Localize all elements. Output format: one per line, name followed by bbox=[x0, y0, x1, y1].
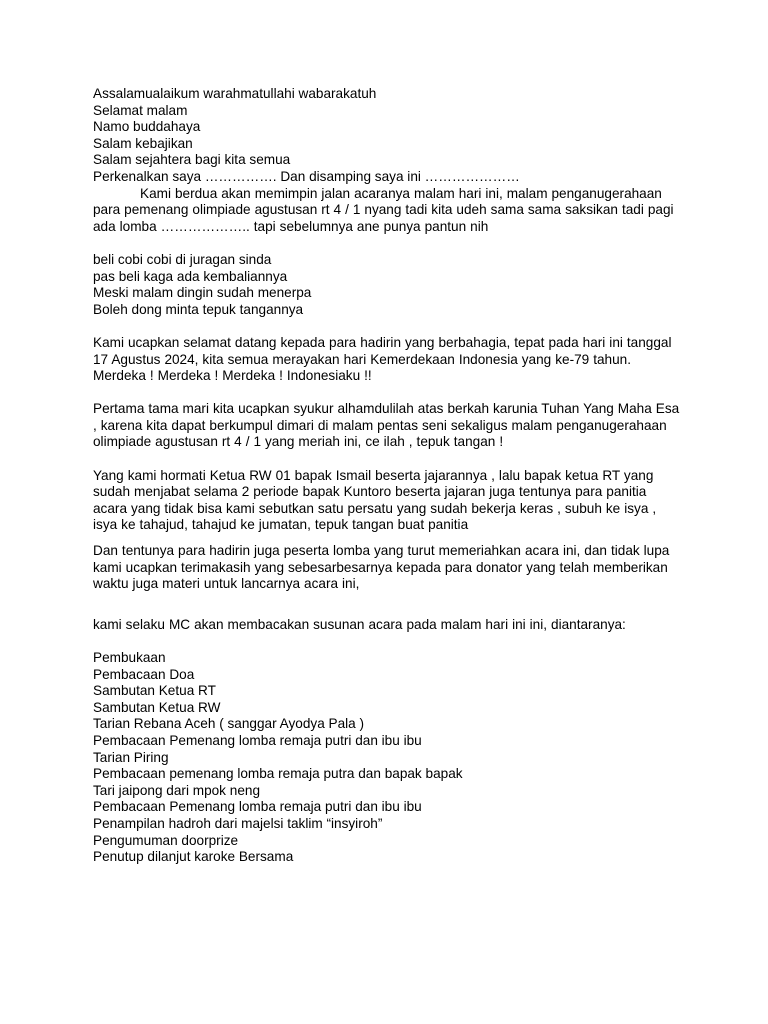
thanks-paragraph: Dan tentunya para hadirin juga peserta lomba yang turut memeriahkan acara ini, dan tidak lupa kami ucapkan terimakasih yang sebesarbesarnya kepada para donator yang telah memberikan waktu juga materi untuk lancarnya acara ini, bbox=[93, 543, 670, 592]
agenda-item: Penutup dilanjut karoke Bersama bbox=[93, 849, 294, 865]
agenda-item: Pembukaan bbox=[93, 650, 166, 665]
intro-paragraph: Kami berdua akan memimpin jalan acaranya malam hari ini, malam penganugerahaan para pemenang olimpiade agustusan rt 4 / 1 nyang tadi kita udeh sama sama saksikan tadi pagi ada lomba ……………….. tapi sebelumnya ane punya pantun nih bbox=[93, 185, 674, 234]
agenda-item: Tarian Rebana Aceh ( sanggar Ayodya Pala ) bbox=[93, 716, 365, 732]
agenda-item: Pembacaan pemenang lomba remaja putra dan bapak bapak bbox=[93, 766, 463, 782]
agenda-list bbox=[93, 650, 683, 866]
welcome-paragraph: Kami ucapkan selamat datang kepada para hadirin yang berbahagia, tepat pada hari ini tanggal 17 Agustus 2024, kita semua merayakan hari Kemerdekaan Indonesia yang ke-79 tahun. Merdeka ! Merdeka ! Merdeka ! Indonesiaku !! bbox=[93, 334, 672, 384]
greeting-line: Salam kebajikan bbox=[93, 135, 193, 151]
greeting-line: Selamat malam bbox=[93, 102, 188, 118]
document-page bbox=[93, 86, 683, 866]
agenda-item: Sambutan Ketua RT bbox=[93, 683, 216, 699]
agenda-item: Pembacaan Pemenang lomba remaja putri dan ibu ibu bbox=[93, 732, 422, 748]
gratitude-paragraph: Pertama tama mari kita ucapkan syukur alhamdulilah atas berkah karunia Tuhan Yang Maha Esa , karena kita dapat berkumpul dimari di malam pentas seni sekaligus malam penganugerahaan olimpiade agustusan rt 4 / 1 yang meriah ini, ce ilah , tepuk tangan ! bbox=[93, 401, 680, 450]
agenda-item: Pembacaan Pemenang lomba remaja putri dan ibu ibu bbox=[93, 799, 422, 815]
pantun-line: beli cobi cobi di juragan sinda bbox=[93, 251, 272, 267]
greetings-block bbox=[93, 86, 683, 186]
pantun-line: Meski malam dingin sudah menerpa bbox=[93, 285, 312, 301]
greeting-line: Salam sejahtera bagi kita semua bbox=[93, 152, 291, 168]
agenda-item: Penampilan hadroh dari majelsi taklim “insyiroh” bbox=[93, 815, 383, 831]
agenda-item: Tarian Piring bbox=[93, 749, 169, 765]
agenda-item: Sambutan Ketua RW bbox=[93, 699, 221, 715]
agenda-intro-paragraph: kami selaku MC akan membacakan susunan acara pada malam hari ini ini, diantaranya: bbox=[93, 616, 626, 632]
introduction-line: Perkenalkan saya ……………. Dan disamping saya ini ………………… bbox=[93, 168, 520, 184]
greeting-line: Assalamualaikum warahmatullahi wabarakatuh bbox=[93, 86, 377, 101]
pantun-line: pas beli kaga ada kembaliannya bbox=[93, 268, 288, 284]
pantun-line: Boleh dong minta tepuk tangannya bbox=[93, 301, 304, 317]
greeting-line: Namo buddahaya bbox=[93, 119, 201, 135]
agenda-item: Tari jaipong dari mpok neng bbox=[93, 782, 261, 798]
honored-guests-paragraph: Yang kami hormati Ketua RW 01 bapak Ismail beserta jajarannya , lalu bapak ketua RT yang sudah menjabat selama 2 periode bapak Kuntoro beserta jajaran juga tentunya para panitia acara yang tidak bisa kami sebutkan satu persatu yang sudah bekerja keras , subuh ke isya , isya ke tahajud, tahajud ke jumatan, tepuk tangan buat panitia bbox=[93, 467, 657, 533]
pantun-block bbox=[93, 252, 683, 318]
agenda-item: Pembacaan Doa bbox=[93, 666, 195, 682]
agenda-item: Pengumuman doorprize bbox=[93, 832, 239, 848]
